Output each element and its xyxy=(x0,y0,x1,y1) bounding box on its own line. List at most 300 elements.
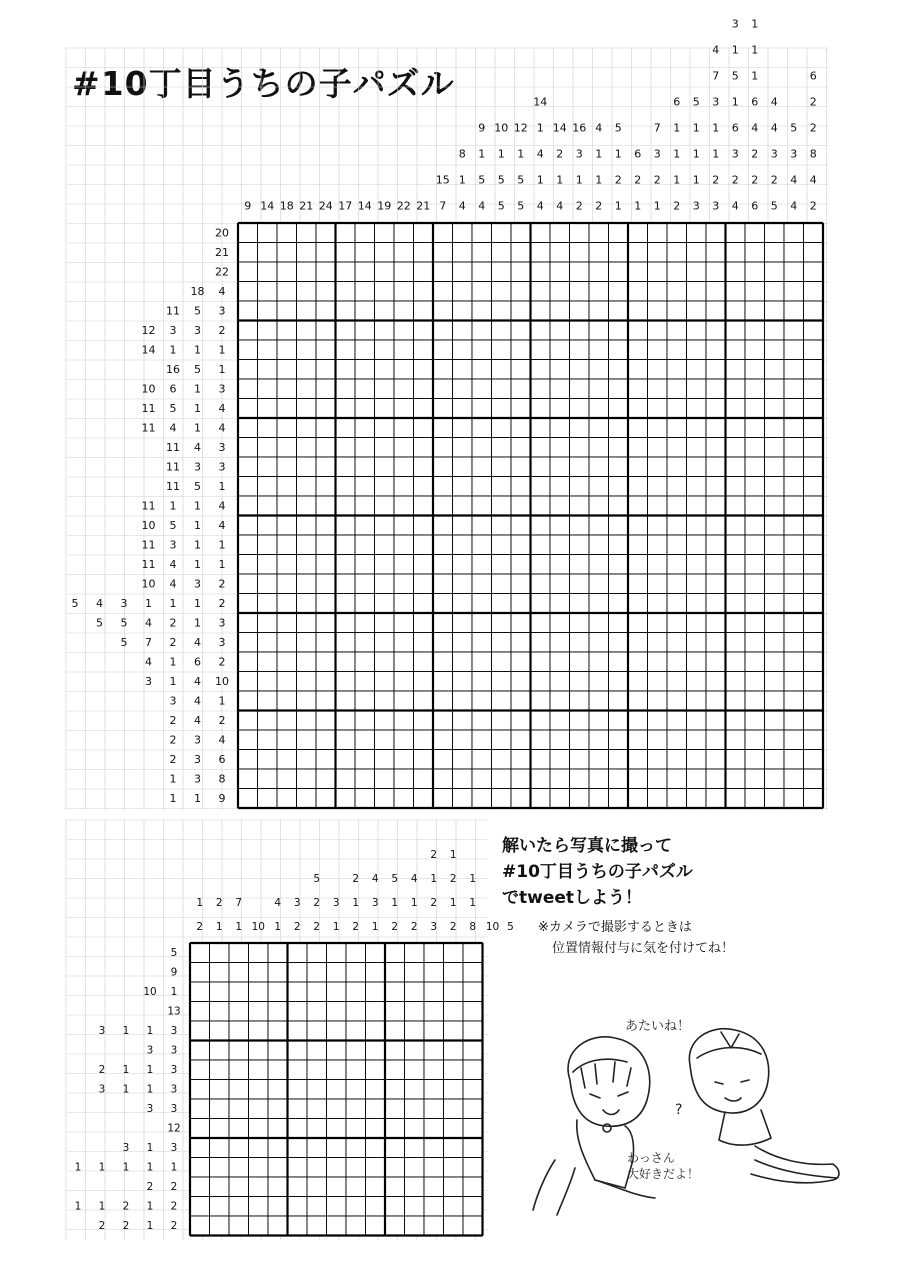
small-grid-cell[interactable] xyxy=(444,1041,464,1061)
small-grid-cell[interactable] xyxy=(268,943,288,963)
large-grid-cell[interactable] xyxy=(238,789,258,809)
large-grid-cell[interactable] xyxy=(706,613,726,633)
small-grid-cell[interactable] xyxy=(346,963,366,983)
large-grid-cell[interactable] xyxy=(667,691,687,711)
large-grid-cell[interactable] xyxy=(511,711,531,731)
large-grid-cell[interactable] xyxy=(316,535,336,555)
large-grid-cell[interactable] xyxy=(511,535,531,555)
large-grid-cell[interactable] xyxy=(453,340,473,360)
small-grid-cell[interactable] xyxy=(190,1158,210,1178)
large-grid-cell[interactable] xyxy=(316,457,336,477)
large-grid-cell[interactable] xyxy=(258,477,278,497)
large-grid-cell[interactable] xyxy=(297,535,317,555)
small-grid-cell[interactable] xyxy=(327,1197,347,1217)
small-grid-cell[interactable] xyxy=(327,1002,347,1022)
large-grid-cell[interactable] xyxy=(745,399,765,419)
large-grid-cell[interactable] xyxy=(804,672,824,692)
large-grid-cell[interactable] xyxy=(784,535,804,555)
large-grid-cell[interactable] xyxy=(706,730,726,750)
large-grid-cell[interactable] xyxy=(726,672,746,692)
large-grid-cell[interactable] xyxy=(277,477,297,497)
large-grid-cell[interactable] xyxy=(277,672,297,692)
large-grid-cell[interactable] xyxy=(297,652,317,672)
large-grid-cell[interactable] xyxy=(706,594,726,614)
large-grid-cell[interactable] xyxy=(375,301,395,321)
small-grid-cell[interactable] xyxy=(190,1119,210,1139)
large-grid-cell[interactable] xyxy=(258,223,278,243)
large-grid-cell[interactable] xyxy=(550,633,570,653)
large-grid-cell[interactable] xyxy=(414,691,434,711)
large-grid-cell[interactable] xyxy=(472,535,492,555)
large-grid-cell[interactable] xyxy=(394,730,414,750)
large-grid-cell[interactable] xyxy=(355,769,375,789)
large-grid-cell[interactable] xyxy=(628,418,648,438)
large-grid-cell[interactable] xyxy=(336,262,356,282)
large-grid-cell[interactable] xyxy=(472,321,492,341)
large-grid-cell[interactable] xyxy=(472,711,492,731)
small-grid-cell[interactable] xyxy=(346,1060,366,1080)
large-grid-cell[interactable] xyxy=(628,340,648,360)
large-grid-cell[interactable] xyxy=(589,691,609,711)
small-grid-cell[interactable] xyxy=(385,1002,405,1022)
large-grid-cell[interactable] xyxy=(667,730,687,750)
large-grid-cell[interactable] xyxy=(277,691,297,711)
large-grid-cell[interactable] xyxy=(336,769,356,789)
large-grid-cell[interactable] xyxy=(648,262,668,282)
large-grid-cell[interactable] xyxy=(433,340,453,360)
large-grid-cell[interactable] xyxy=(336,574,356,594)
large-grid-cell[interactable] xyxy=(667,243,687,263)
large-grid-cell[interactable] xyxy=(355,282,375,302)
large-grid-cell[interactable] xyxy=(687,789,707,809)
small-grid-cell[interactable] xyxy=(463,1021,483,1041)
small-grid-cell[interactable] xyxy=(463,1099,483,1119)
large-grid-cell[interactable] xyxy=(316,652,336,672)
small-grid-cell[interactable] xyxy=(366,1119,386,1139)
large-grid-cell[interactable] xyxy=(355,613,375,633)
large-grid-cell[interactable] xyxy=(277,516,297,536)
large-grid-cell[interactable] xyxy=(472,555,492,575)
large-grid-cell[interactable] xyxy=(394,750,414,770)
small-grid-cell[interactable] xyxy=(385,1099,405,1119)
large-grid-cell[interactable] xyxy=(492,321,512,341)
small-grid-cell[interactable] xyxy=(307,1099,327,1119)
small-grid-cell[interactable] xyxy=(190,1197,210,1217)
large-grid-cell[interactable] xyxy=(784,613,804,633)
large-grid-cell[interactable] xyxy=(589,769,609,789)
large-grid-cell[interactable] xyxy=(745,243,765,263)
large-grid-cell[interactable] xyxy=(784,711,804,731)
small-grid-cell[interactable] xyxy=(249,1021,269,1041)
large-grid-cell[interactable] xyxy=(687,555,707,575)
large-grid-cell[interactable] xyxy=(433,652,453,672)
large-grid-cell[interactable] xyxy=(706,477,726,497)
large-grid-cell[interactable] xyxy=(726,711,746,731)
large-grid-cell[interactable] xyxy=(550,418,570,438)
large-grid-cell[interactable] xyxy=(784,457,804,477)
large-grid-cell[interactable] xyxy=(316,516,336,536)
large-grid-cell[interactable] xyxy=(628,379,648,399)
large-grid-cell[interactable] xyxy=(570,574,590,594)
small-grid-cell[interactable] xyxy=(424,1080,444,1100)
large-grid-cell[interactable] xyxy=(277,613,297,633)
large-grid-cell[interactable] xyxy=(277,594,297,614)
large-grid-cell[interactable] xyxy=(804,243,824,263)
small-grid-cell[interactable] xyxy=(190,1138,210,1158)
large-grid-cell[interactable] xyxy=(784,301,804,321)
small-grid-cell[interactable] xyxy=(366,1138,386,1158)
small-grid-cell[interactable] xyxy=(249,1216,269,1236)
large-grid-cell[interactable] xyxy=(726,360,746,380)
large-grid-cell[interactable] xyxy=(648,457,668,477)
large-grid-cell[interactable] xyxy=(433,594,453,614)
large-grid-cell[interactable] xyxy=(472,516,492,536)
small-grid-cell[interactable] xyxy=(444,1021,464,1041)
large-grid-cell[interactable] xyxy=(550,262,570,282)
large-grid-cell[interactable] xyxy=(394,652,414,672)
large-grid-cell[interactable] xyxy=(804,516,824,536)
large-grid-cell[interactable] xyxy=(550,730,570,750)
large-grid-cell[interactable] xyxy=(375,360,395,380)
large-grid-cell[interactable] xyxy=(511,672,531,692)
large-grid-cell[interactable] xyxy=(297,282,317,302)
large-grid-cell[interactable] xyxy=(726,223,746,243)
large-grid-cell[interactable] xyxy=(531,652,551,672)
small-grid-cell[interactable] xyxy=(229,1002,249,1022)
large-grid-cell[interactable] xyxy=(550,555,570,575)
small-grid-cell[interactable] xyxy=(229,1099,249,1119)
large-grid-cell[interactable] xyxy=(511,457,531,477)
large-grid-cell[interactable] xyxy=(648,730,668,750)
large-grid-cell[interactable] xyxy=(355,477,375,497)
large-grid-cell[interactable] xyxy=(745,672,765,692)
large-grid-cell[interactable] xyxy=(687,399,707,419)
large-grid-cell[interactable] xyxy=(648,769,668,789)
large-grid-cell[interactable] xyxy=(511,516,531,536)
large-grid-cell[interactable] xyxy=(589,457,609,477)
large-grid-cell[interactable] xyxy=(804,418,824,438)
large-grid-cell[interactable] xyxy=(726,340,746,360)
large-grid-cell[interactable] xyxy=(609,769,629,789)
large-grid-cell[interactable] xyxy=(316,321,336,341)
large-grid-cell[interactable] xyxy=(258,399,278,419)
large-grid-cell[interactable] xyxy=(414,340,434,360)
large-grid-cell[interactable] xyxy=(589,477,609,497)
large-grid-cell[interactable] xyxy=(609,438,629,458)
large-grid-cell[interactable] xyxy=(589,789,609,809)
large-grid-cell[interactable] xyxy=(804,360,824,380)
small-grid-cell[interactable] xyxy=(444,1080,464,1100)
large-grid-cell[interactable] xyxy=(355,652,375,672)
small-grid-cell[interactable] xyxy=(190,1060,210,1080)
large-grid-cell[interactable] xyxy=(531,672,551,692)
large-grid-cell[interactable] xyxy=(277,769,297,789)
large-grid-cell[interactable] xyxy=(414,223,434,243)
large-grid-cell[interactable] xyxy=(570,555,590,575)
large-grid-cell[interactable] xyxy=(316,750,336,770)
large-grid-cell[interactable] xyxy=(550,613,570,633)
large-grid-cell[interactable] xyxy=(745,691,765,711)
large-grid-cell[interactable] xyxy=(667,496,687,516)
large-grid-cell[interactable] xyxy=(765,418,785,438)
large-grid-cell[interactable] xyxy=(472,457,492,477)
large-grid-cell[interactable] xyxy=(609,730,629,750)
small-grid-cell[interactable] xyxy=(366,1099,386,1119)
large-grid-cell[interactable] xyxy=(589,360,609,380)
small-grid-cell[interactable] xyxy=(210,1216,230,1236)
large-grid-cell[interactable] xyxy=(784,340,804,360)
small-grid-cell[interactable] xyxy=(249,982,269,1002)
large-grid-cell[interactable] xyxy=(355,516,375,536)
large-grid-cell[interactable] xyxy=(570,789,590,809)
large-grid-cell[interactable] xyxy=(277,750,297,770)
large-grid-cell[interactable] xyxy=(667,535,687,555)
large-grid-cell[interactable] xyxy=(277,555,297,575)
small-grid-cell[interactable] xyxy=(229,1119,249,1139)
large-grid-cell[interactable] xyxy=(414,613,434,633)
large-grid-cell[interactable] xyxy=(492,691,512,711)
small-grid-cell[interactable] xyxy=(366,1080,386,1100)
large-grid-cell[interactable] xyxy=(648,282,668,302)
large-grid-cell[interactable] xyxy=(238,691,258,711)
large-grid-cell[interactable] xyxy=(238,223,258,243)
large-grid-cell[interactable] xyxy=(394,282,414,302)
large-grid-cell[interactable] xyxy=(316,691,336,711)
small-grid-cell[interactable] xyxy=(288,1119,308,1139)
large-grid-cell[interactable] xyxy=(511,574,531,594)
large-grid-cell[interactable] xyxy=(687,633,707,653)
large-grid-cell[interactable] xyxy=(316,672,336,692)
small-grid-cell[interactable] xyxy=(249,1197,269,1217)
large-grid-cell[interactable] xyxy=(609,321,629,341)
large-grid-cell[interactable] xyxy=(609,301,629,321)
large-grid-cell[interactable] xyxy=(238,340,258,360)
large-grid-cell[interactable] xyxy=(765,282,785,302)
large-grid-cell[interactable] xyxy=(531,711,551,731)
large-grid-cell[interactable] xyxy=(433,672,453,692)
large-grid-cell[interactable] xyxy=(394,672,414,692)
large-grid-cell[interactable] xyxy=(492,438,512,458)
large-grid-cell[interactable] xyxy=(297,340,317,360)
large-grid-cell[interactable] xyxy=(336,243,356,263)
small-grid-cell[interactable] xyxy=(424,1138,444,1158)
large-grid-cell[interactable] xyxy=(492,477,512,497)
large-grid-cell[interactable] xyxy=(336,633,356,653)
small-grid-cell[interactable] xyxy=(249,1041,269,1061)
large-grid-cell[interactable] xyxy=(511,769,531,789)
large-grid-cell[interactable] xyxy=(238,574,258,594)
large-grid-cell[interactable] xyxy=(648,672,668,692)
large-grid-cell[interactable] xyxy=(570,477,590,497)
small-grid-cell[interactable] xyxy=(210,1197,230,1217)
large-grid-cell[interactable] xyxy=(589,321,609,341)
large-grid-cell[interactable] xyxy=(726,457,746,477)
large-grid-cell[interactable] xyxy=(745,750,765,770)
large-grid-cell[interactable] xyxy=(589,555,609,575)
large-grid-cell[interactable] xyxy=(238,438,258,458)
large-grid-cell[interactable] xyxy=(433,613,453,633)
large-grid-cell[interactable] xyxy=(765,633,785,653)
large-grid-cell[interactable] xyxy=(238,555,258,575)
large-grid-cell[interactable] xyxy=(414,282,434,302)
large-grid-cell[interactable] xyxy=(804,301,824,321)
large-grid-cell[interactable] xyxy=(687,301,707,321)
large-grid-cell[interactable] xyxy=(414,594,434,614)
large-grid-cell[interactable] xyxy=(492,555,512,575)
large-grid-cell[interactable] xyxy=(277,243,297,263)
large-grid-cell[interactable] xyxy=(375,652,395,672)
large-grid-cell[interactable] xyxy=(745,282,765,302)
large-grid-cell[interactable] xyxy=(550,477,570,497)
large-grid-cell[interactable] xyxy=(570,301,590,321)
large-grid-cell[interactable] xyxy=(336,672,356,692)
small-grid-cell[interactable] xyxy=(405,1216,425,1236)
large-grid-cell[interactable] xyxy=(531,340,551,360)
large-grid-cell[interactable] xyxy=(570,516,590,536)
small-grid-cell[interactable] xyxy=(366,1197,386,1217)
large-grid-cell[interactable] xyxy=(706,340,726,360)
large-grid-cell[interactable] xyxy=(394,594,414,614)
large-grid-cell[interactable] xyxy=(472,282,492,302)
large-grid-cell[interactable] xyxy=(550,438,570,458)
large-grid-cell[interactable] xyxy=(355,711,375,731)
large-grid-cell[interactable] xyxy=(570,750,590,770)
small-grid-cell[interactable] xyxy=(424,982,444,1002)
large-grid-cell[interactable] xyxy=(433,438,453,458)
small-grid-cell[interactable] xyxy=(249,1099,269,1119)
large-grid-cell[interactable] xyxy=(238,730,258,750)
large-grid-cell[interactable] xyxy=(570,633,590,653)
large-grid-cell[interactable] xyxy=(414,555,434,575)
large-grid-cell[interactable] xyxy=(277,730,297,750)
large-grid-cell[interactable] xyxy=(375,379,395,399)
large-grid-cell[interactable] xyxy=(238,399,258,419)
large-grid-cell[interactable] xyxy=(765,477,785,497)
large-grid-cell[interactable] xyxy=(511,555,531,575)
large-grid-cell[interactable] xyxy=(726,477,746,497)
large-grid-cell[interactable] xyxy=(394,301,414,321)
large-grid-cell[interactable] xyxy=(433,477,453,497)
large-grid-cell[interactable] xyxy=(804,438,824,458)
large-grid-cell[interactable] xyxy=(570,379,590,399)
large-grid-cell[interactable] xyxy=(511,418,531,438)
large-grid-cell[interactable] xyxy=(238,418,258,438)
large-grid-cell[interactable] xyxy=(667,574,687,594)
large-grid-cell[interactable] xyxy=(258,321,278,341)
small-grid-cell[interactable] xyxy=(385,1138,405,1158)
large-grid-cell[interactable] xyxy=(609,243,629,263)
small-grid-cell[interactable] xyxy=(327,1060,347,1080)
large-grid-cell[interactable] xyxy=(258,360,278,380)
large-grid-cell[interactable] xyxy=(258,555,278,575)
large-grid-cell[interactable] xyxy=(316,262,336,282)
large-grid-cell[interactable] xyxy=(570,594,590,614)
large-grid-cell[interactable] xyxy=(336,457,356,477)
large-grid-cell[interactable] xyxy=(433,535,453,555)
large-grid-cell[interactable] xyxy=(355,789,375,809)
large-grid-cell[interactable] xyxy=(355,633,375,653)
large-grid-cell[interactable] xyxy=(687,535,707,555)
large-grid-cell[interactable] xyxy=(726,750,746,770)
large-grid-cell[interactable] xyxy=(804,262,824,282)
large-grid-cell[interactable] xyxy=(726,555,746,575)
large-grid-cell[interactable] xyxy=(609,594,629,614)
large-grid-cell[interactable] xyxy=(453,555,473,575)
small-grid-cell[interactable] xyxy=(268,1158,288,1178)
small-grid-cell[interactable] xyxy=(444,943,464,963)
small-grid-cell[interactable] xyxy=(210,1021,230,1041)
large-grid-cell[interactable] xyxy=(394,457,414,477)
large-grid-cell[interactable] xyxy=(570,262,590,282)
large-grid-cell[interactable] xyxy=(570,613,590,633)
small-grid-cell[interactable] xyxy=(190,982,210,1002)
large-grid-cell[interactable] xyxy=(570,282,590,302)
large-grid-cell[interactable] xyxy=(375,418,395,438)
large-grid-cell[interactable] xyxy=(628,769,648,789)
small-grid-cell[interactable] xyxy=(210,943,230,963)
large-grid-cell[interactable] xyxy=(589,223,609,243)
large-grid-cell[interactable] xyxy=(238,672,258,692)
large-grid-cell[interactable] xyxy=(492,262,512,282)
large-grid-cell[interactable] xyxy=(492,516,512,536)
large-grid-cell[interactable] xyxy=(745,535,765,555)
large-grid-cell[interactable] xyxy=(784,555,804,575)
large-grid-cell[interactable] xyxy=(297,360,317,380)
small-grid-cell[interactable] xyxy=(444,1216,464,1236)
large-grid-cell[interactable] xyxy=(511,750,531,770)
large-grid-cell[interactable] xyxy=(453,496,473,516)
large-grid-cell[interactable] xyxy=(687,340,707,360)
large-grid-cell[interactable] xyxy=(433,750,453,770)
large-grid-cell[interactable] xyxy=(433,399,453,419)
large-grid-cell[interactable] xyxy=(765,516,785,536)
large-grid-cell[interactable] xyxy=(492,652,512,672)
small-grid-cell[interactable] xyxy=(405,982,425,1002)
large-grid-cell[interactable] xyxy=(511,243,531,263)
large-grid-cell[interactable] xyxy=(375,457,395,477)
large-grid-cell[interactable] xyxy=(726,789,746,809)
large-grid-cell[interactable] xyxy=(492,301,512,321)
large-grid-cell[interactable] xyxy=(238,750,258,770)
large-grid-cell[interactable] xyxy=(297,262,317,282)
small-grid-cell[interactable] xyxy=(424,1002,444,1022)
large-grid-cell[interactable] xyxy=(648,594,668,614)
large-grid-cell[interactable] xyxy=(355,750,375,770)
large-grid-cell[interactable] xyxy=(531,633,551,653)
large-grid-cell[interactable] xyxy=(589,379,609,399)
small-grid-cell[interactable] xyxy=(424,1158,444,1178)
large-grid-cell[interactable] xyxy=(375,243,395,263)
large-grid-cell[interactable] xyxy=(745,769,765,789)
large-grid-cell[interactable] xyxy=(316,360,336,380)
large-grid-cell[interactable] xyxy=(628,711,648,731)
large-grid-cell[interactable] xyxy=(706,418,726,438)
small-grid-cell[interactable] xyxy=(405,1099,425,1119)
small-grid-cell[interactable] xyxy=(444,1060,464,1080)
small-grid-cell[interactable] xyxy=(190,1041,210,1061)
large-grid-cell[interactable] xyxy=(453,672,473,692)
large-grid-cell[interactable] xyxy=(355,223,375,243)
small-grid-cell[interactable] xyxy=(405,1080,425,1100)
small-grid-cell[interactable] xyxy=(424,1041,444,1061)
large-grid-cell[interactable] xyxy=(453,594,473,614)
large-grid-cell[interactable] xyxy=(765,360,785,380)
large-grid-cell[interactable] xyxy=(511,633,531,653)
large-grid-cell[interactable] xyxy=(316,223,336,243)
large-grid-cell[interactable] xyxy=(394,418,414,438)
large-grid-cell[interactable] xyxy=(472,243,492,263)
large-grid-cell[interactable] xyxy=(745,730,765,750)
